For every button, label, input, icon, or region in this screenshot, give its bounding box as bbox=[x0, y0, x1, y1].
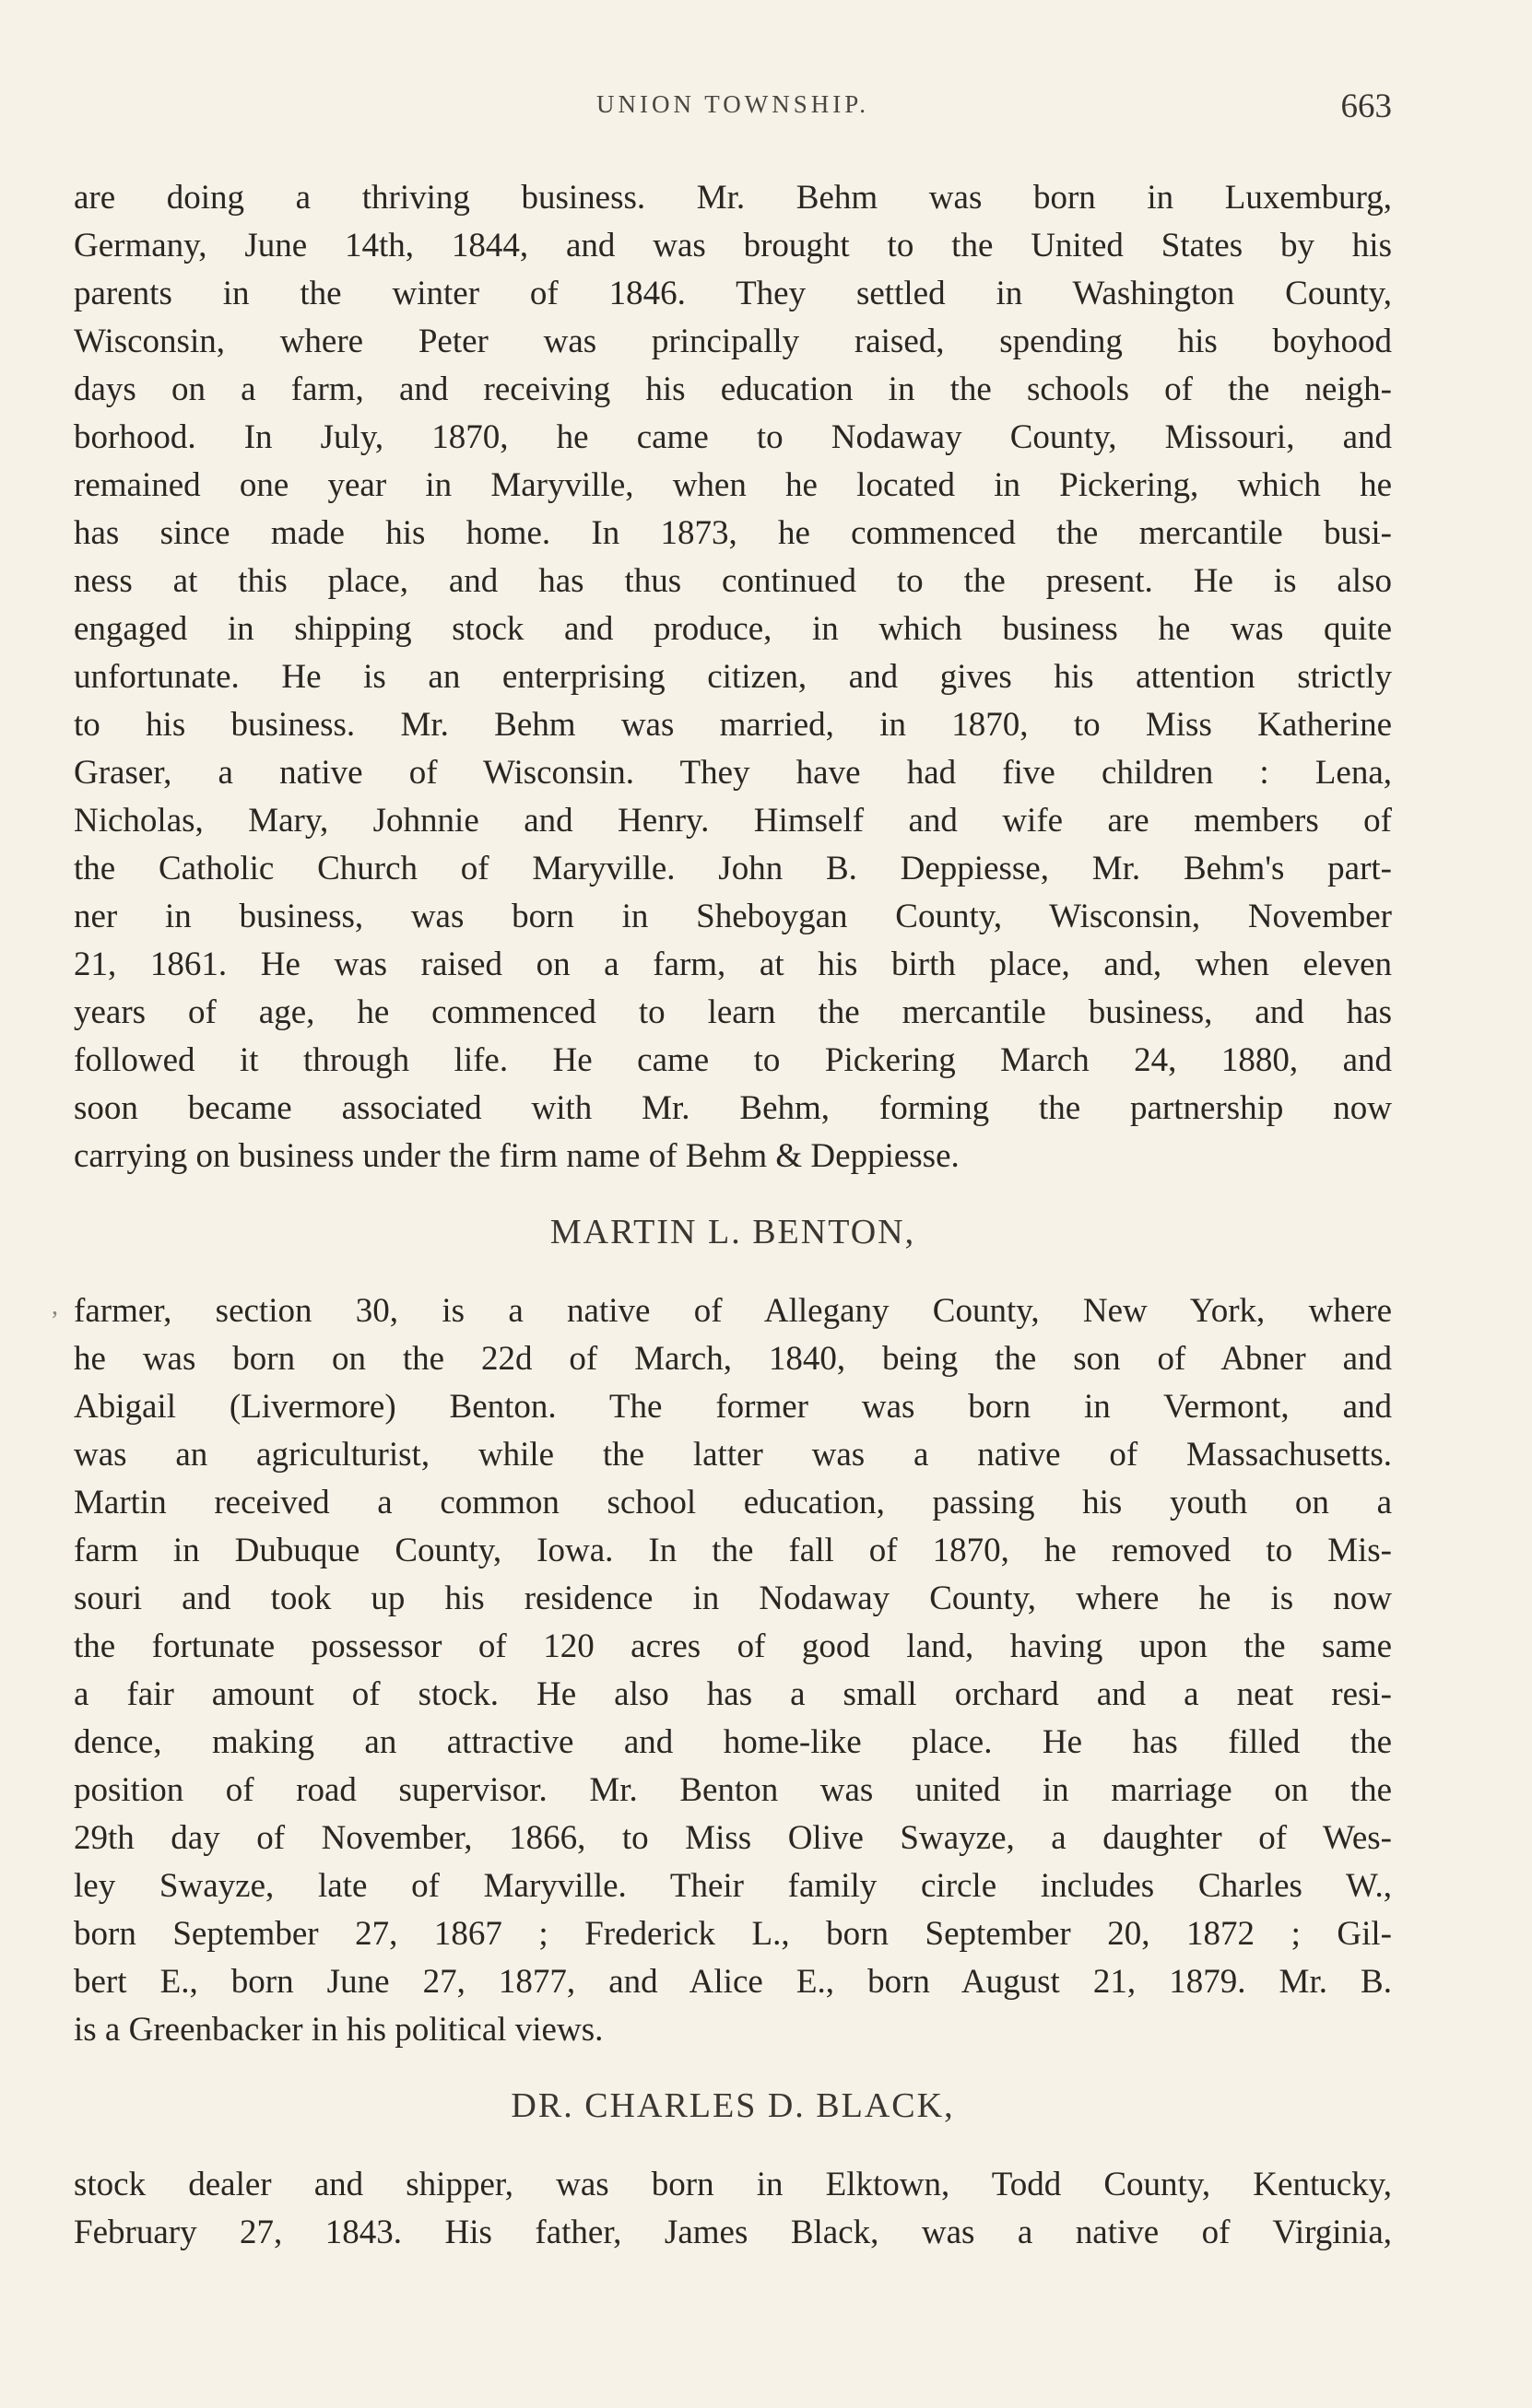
page-number: 663 bbox=[1340, 88, 1392, 125]
text-line: Graser, a native of Wisconsin. They have had five children : Lena, bbox=[74, 754, 1392, 792]
text-line: Germany, June 14th, 1844, and was brought to the United States by his bbox=[74, 227, 1392, 264]
text-line: Nicholas, Mary, Johnnie and Henry. Himself and wife are members of bbox=[74, 802, 1392, 840]
text-line: Martin received a common school education, passing his youth on a bbox=[74, 1484, 1392, 1521]
text-line: soon became associated with Mr. Behm, forming the partnership now bbox=[74, 1089, 1392, 1127]
text-line: the Catholic Church of Maryville. John B. Deppiesse, Mr. Behm's part- bbox=[74, 850, 1392, 887]
text-line: position of road supervisor. Mr. Benton was united in marriage on the bbox=[74, 1771, 1392, 1809]
text-line: years of age, he commenced to learn the mercantile business, and has bbox=[74, 993, 1392, 1031]
text-line: bert E., born June 27, 1877, and Alice E., born August 21, 1879. Mr. B. bbox=[74, 1963, 1392, 2001]
text-line: has since made his home. In 1873, he commenced the mercantile busi- bbox=[74, 514, 1392, 552]
text-line: farm in Dubuque County, Iowa. In the fall of 1870, he removed to Mis- bbox=[74, 1532, 1392, 1569]
text-line: he was born on the 22d of March, 1840, being the son of Abner and bbox=[74, 1340, 1392, 1378]
section-heading: MARTIN L. BENTON, bbox=[549, 1213, 916, 1251]
text-line: are doing a thriving business. Mr. Behm was born in Luxemburg, bbox=[74, 179, 1392, 217]
text-line: born September 27, 1867 ; Frederick L., born September 20, 1872 ; Gil- bbox=[74, 1915, 1392, 1953]
text-line: is a Greenbacker in his political views. bbox=[74, 2011, 604, 2049]
text-line: ner in business, was born in Sheboygan County, Wisconsin, November bbox=[74, 898, 1392, 935]
text-line: remained one year in Maryville, when he located in Pickering, which he bbox=[74, 466, 1392, 504]
text-line: carrying on business under the firm name of Behm & Deppiesse. bbox=[74, 1137, 960, 1175]
text-line: parents in the winter of 1846. They settled in Washington County, bbox=[74, 275, 1392, 312]
text-line: followed it through life. He came to Pickering March 24, 1880, and bbox=[74, 1041, 1392, 1079]
margin-mark: , bbox=[52, 1292, 58, 1321]
text-line: dence, making an attractive and home-like place. He has filled the bbox=[74, 1723, 1392, 1761]
text-line: stock dealer and shipper, was born in Elktown, Todd County, Kentucky, bbox=[74, 2166, 1392, 2203]
text-line: unfortunate. He is an enterprising citizen, and gives his attention strictly bbox=[74, 658, 1392, 696]
text-line: to his business. Mr. Behm was married, in 1870, to Miss Katherine bbox=[74, 706, 1392, 744]
text-line: farmer, section 30, is a native of Allegany County, New York, where bbox=[74, 1292, 1392, 1330]
text-line: was an agriculturist, while the latter was a native of Massachusetts. bbox=[74, 1436, 1392, 1474]
text-line: Wisconsin, where Peter was principally raised, spending his boyhood bbox=[74, 323, 1392, 360]
text-line: February 27, 1843. His father, James Black, was a native of Virginia, bbox=[74, 2214, 1392, 2251]
text-line: 21, 1861. He was raised on a farm, at his birth place, and, when eleven bbox=[74, 946, 1392, 983]
text-line: days on a farm, and receiving his education in the schools of the neigh- bbox=[74, 370, 1392, 408]
running-title: UNION TOWNSHIP. bbox=[595, 90, 869, 118]
text-line: souri and took up his residence in Nodaway County, where he is now bbox=[74, 1580, 1392, 1617]
text-line: Abigail (Livermore) Benton. The former was born in Vermont, and bbox=[74, 1388, 1392, 1426]
text-line: the fortunate possessor of 120 acres of good land, having upon the same bbox=[74, 1627, 1392, 1665]
text-line: borhood. In July, 1870, he came to Nodaway County, Missouri, and bbox=[74, 418, 1392, 456]
section-heading: DR. CHARLES D. BLACK, bbox=[511, 2086, 955, 2125]
text-line: 29th day of November, 1866, to Miss Olive Swayze, a daughter of Wes- bbox=[74, 1819, 1392, 1857]
text-line: engaged in shipping stock and produce, in which business he was quite bbox=[74, 610, 1392, 648]
text-line: ley Swayze, late of Maryville. Their family circle includes Charles W., bbox=[74, 1867, 1392, 1905]
text-line: a fair amount of stock. He also has a small orchard and a neat resi- bbox=[74, 1675, 1392, 1713]
text-line: ness at this place, and has thus continued to the present. He is also bbox=[74, 562, 1392, 600]
running-head bbox=[74, 90, 1392, 127]
